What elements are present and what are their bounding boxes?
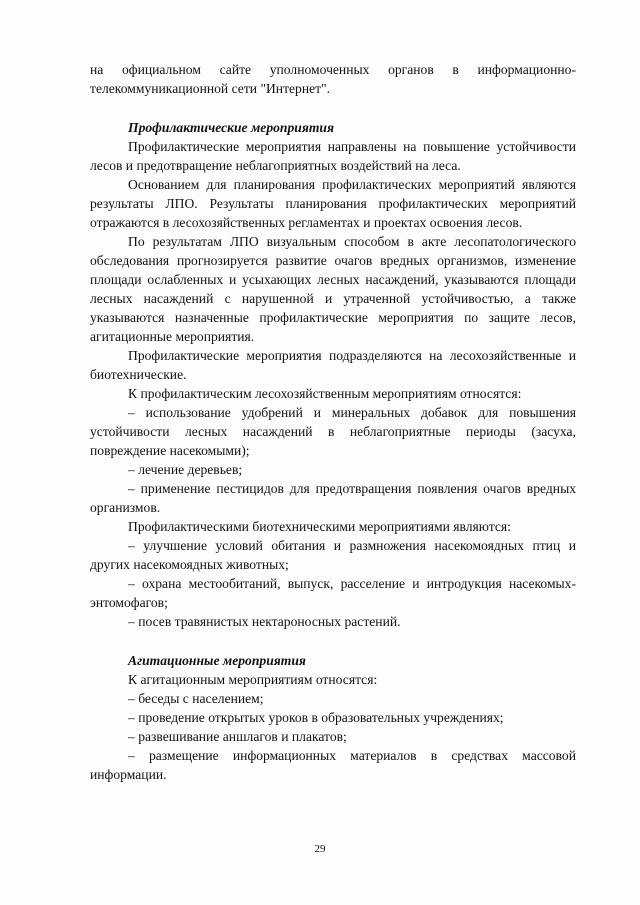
paragraph: По результатам ЛПО визуальным способом в акте лесопатологического обследования прогнозируется развитие очагов вредных организмов, изменение площади ослабленных и усыхающих лесных насаждений, указываются площади лесных насаждений с нарушенной и утраченной устойчивостью, а также указываются назначенные профилактические мероприятия по защите лесов, агитационные мероприятия. (90, 234, 576, 344)
paragraph: Профилактические мероприятия направлены на повышение устойчивости лесов и предотвращение неблагоприятных воздействий на леса. (90, 139, 576, 173)
list-item: – размещение информационных материалов в средствах массовой информации. (90, 748, 576, 782)
paragraph: Основанием для планирования профилактических мероприятий являются результаты ЛПО. Результаты планирования профилактических мероприятий отражаются в лесохозяйственных регламентах и проектах освоения лесов. (90, 177, 576, 230)
paragraph: Профилактическими биотехническими мероприятиями являются: (128, 519, 511, 534)
page-body (90, 60, 576, 784)
list-item: – улучшение условий обитания и размножения насекомоядных птиц и других насекомоядных животных; (90, 538, 576, 572)
list-item: – применение пестицидов для предотвращения появления очагов вредных организмов. (90, 481, 576, 515)
paragraph: Профилактические мероприятия подразделяются на лесохозяйственные и биотехнические. (90, 348, 576, 382)
section-heading-prophylactic: Профилактические мероприятия (128, 120, 334, 135)
list-item: – охрана местообитаний, выпуск, расселение и интродукция насекомых-энтомофагов; (90, 576, 576, 610)
list-item: – использование удобрений и минеральных добавок для повышения устойчивости лесных насаждений в неблагоприятные периоды (засуха, повреждение насекомыми); (90, 405, 576, 458)
section-heading-agitation: Агитационные мероприятия (128, 653, 306, 668)
page-number: 29 (314, 843, 326, 855)
list-item: – развешивание аншлагов и плакатов; (128, 729, 347, 744)
list-item: – беседы с населением; (128, 691, 264, 706)
paragraph: К профилактическим лесохозяйственным мероприятиям относятся: (128, 386, 522, 401)
list-item: – посев травянистых нектароносных растений. (128, 614, 401, 629)
continuation-paragraph: на официальном сайте уполномоченных органов в информационно-телекоммуникационной сети "Интернет". (90, 62, 576, 96)
paragraph: К агитационным мероприятиям относятся: (128, 672, 378, 687)
list-item: – лечение деревьев; (128, 462, 243, 477)
list-item: – проведение открытых уроков в образовательных учреждениях; (128, 710, 504, 725)
